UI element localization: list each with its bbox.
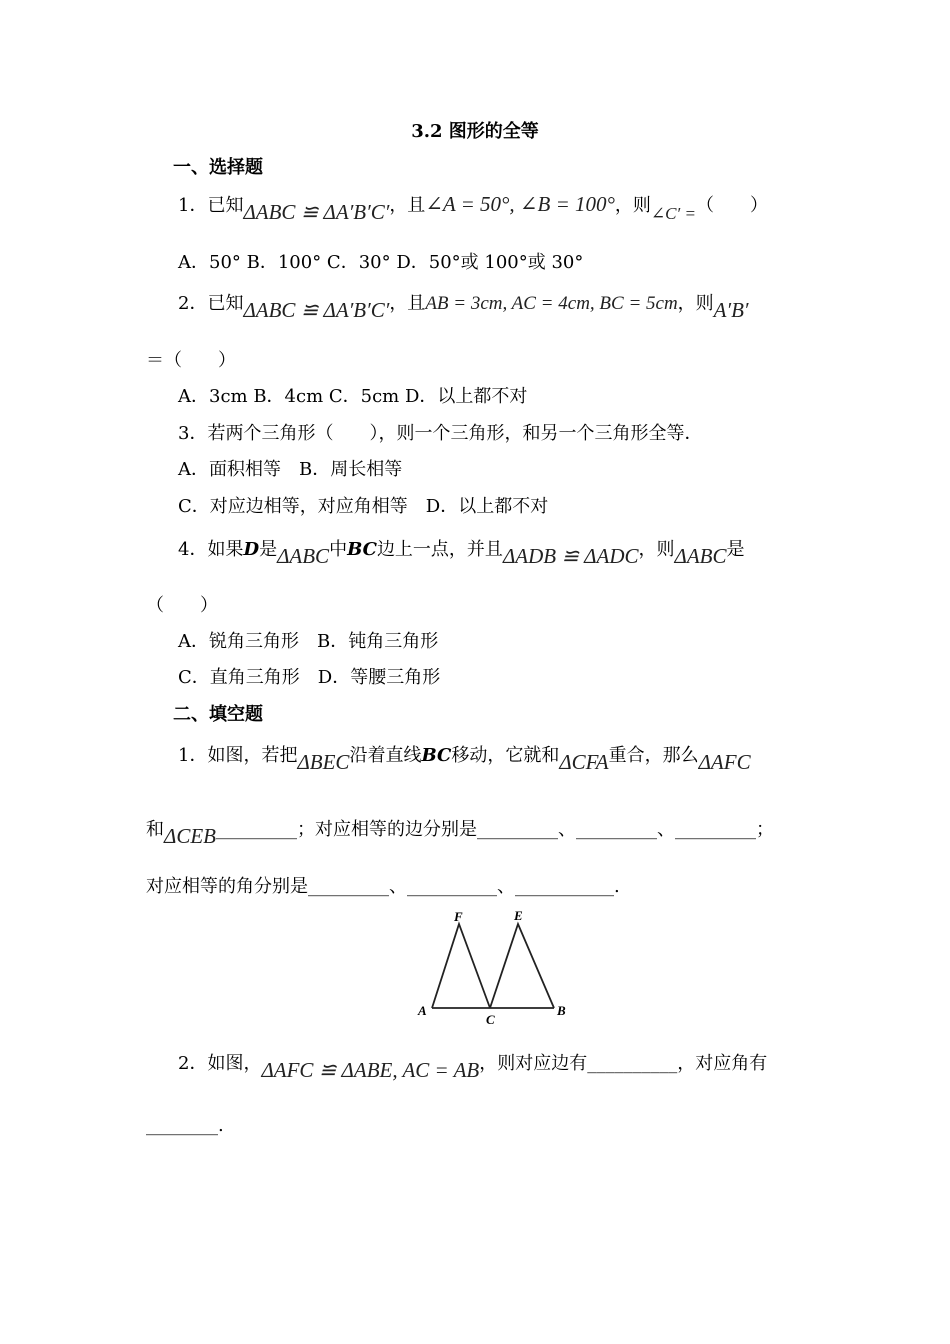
q4-continuation: （ ） <box>146 595 218 616</box>
q2-options: A．3cm B．4cm C．5cm D．以上都不对 <box>178 386 528 407</box>
fill-q1-math-afc: ΔAFC <box>698 750 751 774</box>
label-c: C <box>486 1012 495 1027</box>
q2-prefix: 已知 <box>207 293 244 314</box>
fill-q1-move: 移动，它就和 <box>451 745 560 766</box>
q1-prefix: 已知 <box>207 195 244 216</box>
fill-q1-he: 和 <box>146 819 164 840</box>
q1-math-congruent: ΔABC ≌ ΔA′B′C′ <box>243 200 390 224</box>
label-e: E <box>514 908 523 923</box>
q4-choice <box>178 536 745 568</box>
q1-num: 1． <box>178 195 208 216</box>
q2-math-congruent: ΔABC ≌ ΔA′B′C′ <box>243 298 390 322</box>
q2-math-ab: A′B′ <box>713 298 749 322</box>
label-b: B <box>557 1003 566 1018</box>
fill-q2-num: 2． <box>178 1053 208 1074</box>
q4-zhong: 中 <box>329 539 348 560</box>
section2-heading: 二、填空题 <box>173 704 263 725</box>
q3-options-ab: A．面积相等 B．周长相等 <box>178 459 403 480</box>
label-f: F <box>454 909 463 924</box>
q4-math-congruent: ΔADB ≌ ΔADC <box>502 544 639 568</box>
fill-q1-line3: 对应相等的角分别是_________、__________、___________. <box>146 876 620 897</box>
q3-options-cd: C．对应边相等，对应角相等 D．以上都不对 <box>178 496 549 517</box>
q1-mid: ，且 <box>389 195 426 216</box>
q1-math-angle-c: ∠C′ = <box>650 204 696 223</box>
fill-q1-prefix: 如图，若把 <box>207 745 298 766</box>
q2-mid2: ，则 <box>677 293 714 314</box>
fill-q2 <box>178 1050 768 1082</box>
fill-q2-math: ΔAFC ≌ ΔABE, AC = AB <box>261 1058 480 1082</box>
q2-math-sides: AB = 3cm, AC = 4cm, BC = 5cm <box>425 293 678 314</box>
fill-q1-line2-rest: _________；对应相等的边分别是_________、_________、_________； <box>216 819 774 840</box>
q4-shi: 是 <box>726 539 745 560</box>
label-a: A <box>418 1003 427 1018</box>
fill-q1-along: 沿着直线 <box>349 745 422 766</box>
fill-q1 <box>178 742 751 774</box>
q4-then: ，则 <box>638 539 675 560</box>
q4-is: 是 <box>259 539 278 560</box>
q4-options-cd: C．直角三角形 D．等腰三角形 <box>178 667 441 688</box>
fill-q2-line2: ________. <box>146 1115 224 1136</box>
section1-heading: 一、选择题 <box>173 157 263 178</box>
fill-q1-math-ceb: ΔCEB <box>164 824 216 848</box>
q1-math-angles: ∠A = 50°, ∠B = 100° <box>425 192 615 216</box>
q4-rest: 边上一点，并且 <box>376 539 503 560</box>
fill-q1-num: 1． <box>178 745 208 766</box>
fill-q1-math-cfa: ΔCFA <box>559 750 609 774</box>
q1-paren: （ ） <box>695 195 768 216</box>
fill-q1-overlap: 重合，那么 <box>608 745 699 766</box>
q2-continuation: ＝（ ） <box>146 350 236 371</box>
q2-mid: ，且 <box>389 293 426 314</box>
page-title: 3.2 图形的全等 <box>411 121 539 142</box>
fill-q2-prefix: 如图， <box>207 1053 262 1074</box>
q4-math-abc2: ΔABC <box>674 544 727 568</box>
fill-q1-bc: BC <box>421 745 452 766</box>
q2-choice <box>178 290 749 322</box>
q4-prefix: 如果 <box>207 539 244 560</box>
q1-choice <box>178 192 768 224</box>
triangle-figure <box>410 905 580 1030</box>
q4-options-ab: A．锐角三角形 B．钝角三角形 <box>178 631 439 652</box>
fill-q1-math-bec: ΔBEC <box>297 750 350 774</box>
q2-num: 2． <box>178 293 208 314</box>
q4-bc: BC <box>347 539 377 560</box>
q4-num: 4． <box>178 539 208 560</box>
triangle-afc <box>432 924 490 1008</box>
triangle-ceb <box>490 924 554 1008</box>
fill-q1-line2 <box>146 816 774 848</box>
q3-choice: 3．若两个三角形（ ），则一个三角形，和另一个三角形全等． <box>178 423 703 444</box>
q4-point-d: D <box>243 539 260 560</box>
q1-mid2: ，则 <box>614 195 651 216</box>
fill-q2-rest: ，则对应边有__________，对应角有 <box>479 1053 768 1074</box>
q1-options: A．50° B．100° C．30° D．50°或 100°或 30° <box>178 252 584 273</box>
q4-math-abc: ΔABC <box>277 544 330 568</box>
